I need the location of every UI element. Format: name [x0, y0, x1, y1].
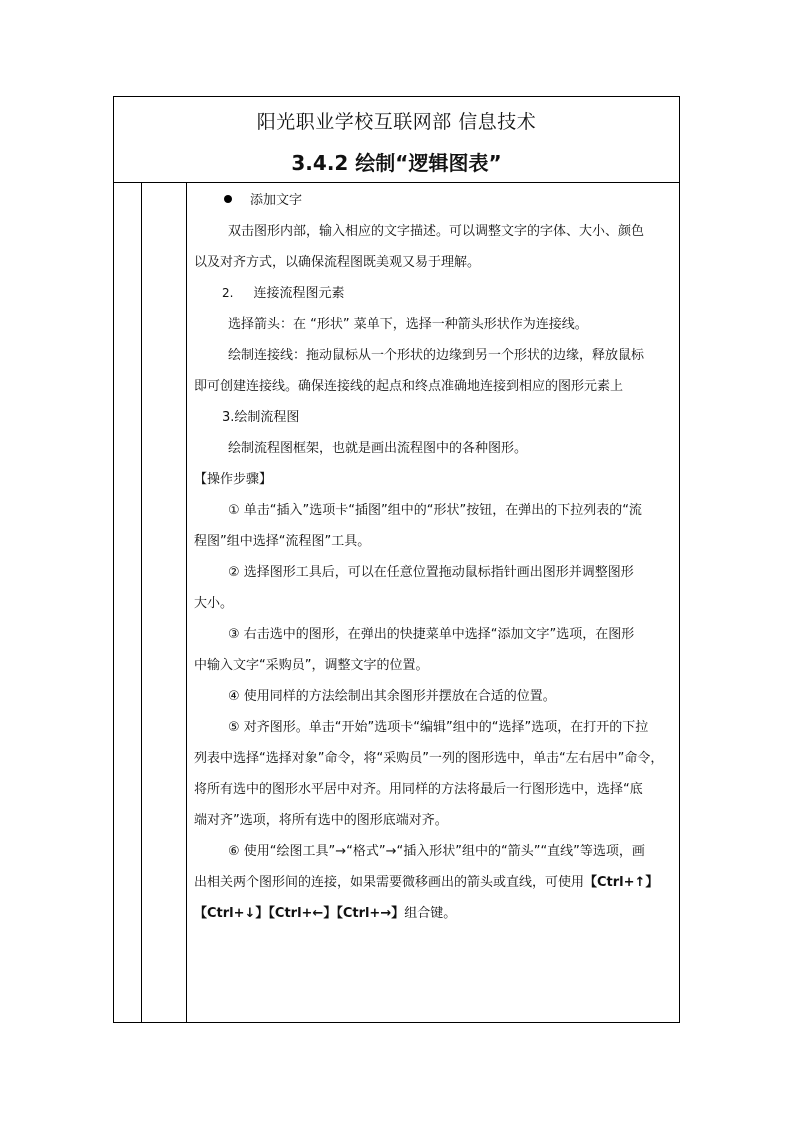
- school-name: 阳光职业学校互联网部 信息技术: [256, 111, 537, 133]
- section-3-heading: 3.绘制流程图: [222, 410, 300, 425]
- column-divider-1: [141, 183, 142, 1022]
- step-2-line: 大小。: [194, 596, 234, 611]
- document-table: [113, 96, 680, 1023]
- table-header: [114, 97, 679, 183]
- step-6-line: ⑥ 使用“绘图工具”→“格式”→“插入形状”组中的“箭头”“直线”等选项，画: [228, 844, 645, 859]
- column-divider-2: [186, 183, 187, 1022]
- step-3-line: ③ 右击选中的图形，在弹出的快捷菜单中选择“添加文字”选项，在图形: [228, 627, 635, 642]
- bullet-heading-text: 添加文字: [250, 193, 303, 208]
- step-5-line: 列表中选择“选择对象”命令，将“采购员”一列的图形选中，单击“左右居中”命令，: [194, 751, 664, 766]
- step-3-line: 中输入文字“采购员”，调整文字的位置。: [194, 658, 429, 673]
- paragraph-line: 绘制流程图框架，也就是画出流程图中的各种图形。: [228, 441, 528, 456]
- step-6-text: 组合键。: [404, 906, 457, 921]
- step-6-line: [194, 898, 671, 929]
- step-5-line: ⑤ 对齐图形。单击“开始”选项卡“编辑”组中的“选择”选项，在打开的下拉: [228, 720, 649, 735]
- paragraph-line: 双击图形内部，输入相应的文字描述。可以调整文字的字体、大小、颜色: [228, 224, 645, 239]
- step-1-line: 程图”组中选择“流程图”工具。: [194, 534, 371, 549]
- paragraph-line: 绘制连接线：拖动鼠标从一个形状的边缘到另一个形状的边缘，释放鼠标: [228, 348, 645, 363]
- paragraph-line: 即可创建连接线。确保连接线的起点和终点准确地连接到相应的图形元素上: [194, 379, 624, 394]
- shortcut-key: 【Ctrl+↑】: [584, 875, 659, 890]
- section-title: 3.4.2 绘制“逻辑图表”: [291, 151, 502, 175]
- step-4-line: ④ 使用同样的方法绘制出其余图形并摆放在合适的位置。: [228, 689, 556, 704]
- paragraph-line: 以及对齐方式，以确保流程图既美观又易于理解。: [194, 255, 481, 270]
- section-number: 2.: [222, 286, 234, 300]
- section-2-title: 连接流程图元素: [253, 286, 345, 301]
- step-1-line: ① 单击“插入”选项卡“插图”组中的“形状”按钮，在弹出的下拉列表的“流: [228, 503, 642, 518]
- step-5-line: 将所有选中的图形水平居中对齐。用同样的方法将最后一行图形选中，选择“底: [194, 782, 643, 797]
- step-6-line: [194, 867, 671, 898]
- paragraph-line: 选择箭头：在 “形状” 菜单下，选择一种箭头形状作为连接线。: [228, 317, 588, 332]
- content-cell: [194, 185, 671, 929]
- step-6-text: 出相关两个图形间的连接，如果需要微移画出的箭头或直线，可使用: [194, 875, 585, 890]
- steps-heading: 【操作步骤】: [194, 472, 273, 487]
- step-5-line: 端对齐”选项，将所有选中的图形底端对齐。: [194, 813, 448, 828]
- step-2-line: ② 选择图形工具后，可以在任意位置拖动鼠标指针画出图形并调整图形: [228, 565, 634, 580]
- shortcut-keys: 【Ctrl+↓】【Ctrl+←】【Ctrl+→】: [194, 906, 405, 921]
- bullet-icon: [224, 195, 232, 203]
- bullet-heading: [194, 185, 671, 216]
- section-2-heading: [194, 278, 671, 309]
